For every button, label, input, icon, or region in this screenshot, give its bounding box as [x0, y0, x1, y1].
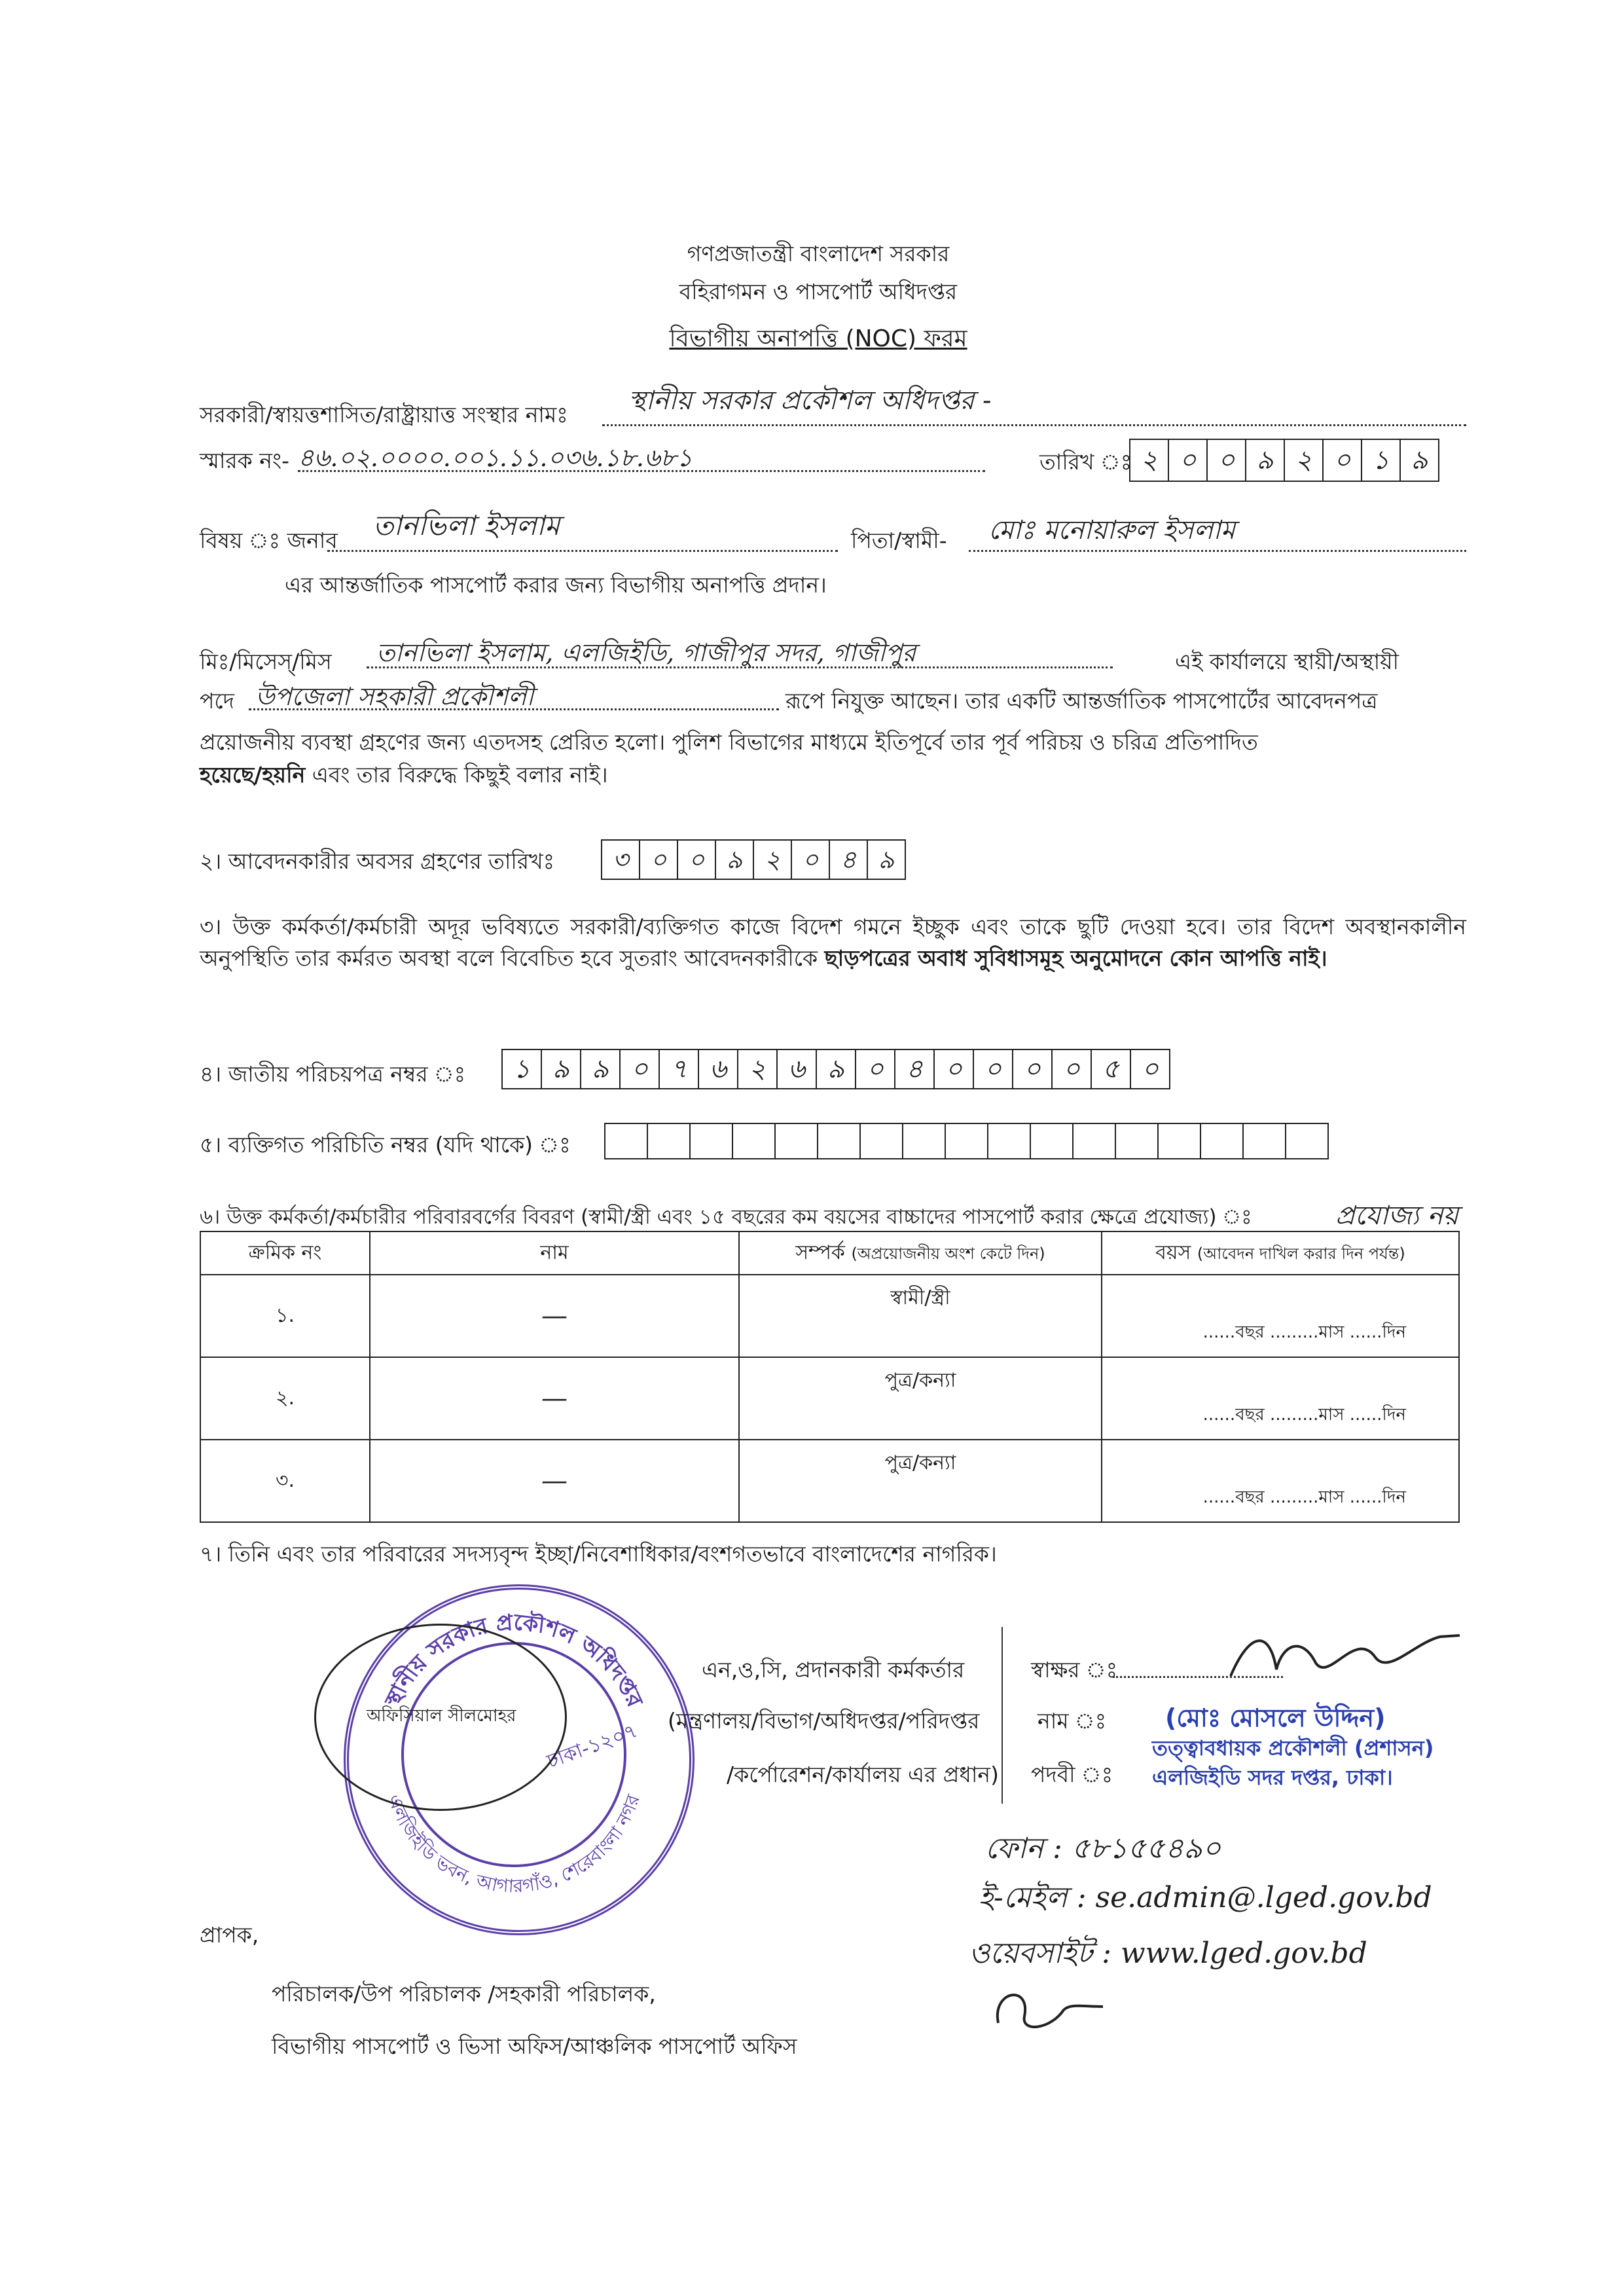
- initial-mark: [985, 1977, 1116, 2043]
- svg-text:এলজিইডি ভবন, আগারগাঁও, শেরেবাং: এলজিইডি ভবন, আগারগাঁও, শেরেবাংলা নগর: [383, 1791, 645, 1897]
- nid-digit-box: ০: [1053, 1050, 1092, 1088]
- retirement-digit-box: ০: [678, 841, 716, 879]
- col-age-note: (আবেদন দাখিল করার দিন পর্যন্ত): [1197, 1244, 1405, 1263]
- nid-label: ৪। জাতীয় পরিচয়পত্র নম্বর ঃ: [200, 1061, 466, 1087]
- para1-person-line: [367, 666, 1113, 668]
- date-label: তারিখ ঃ: [1039, 449, 1132, 475]
- date-digit-box: ০: [1208, 440, 1246, 481]
- applicant-line: [327, 550, 838, 552]
- col-serial: ক্রমিক নং: [200, 1231, 370, 1275]
- row-age: ......বছর .........মাস ......দিন: [1102, 1275, 1459, 1357]
- row-relation: পুত্র/কন্যা: [739, 1440, 1102, 1522]
- post-line: [249, 708, 779, 710]
- row-name: —: [370, 1275, 739, 1357]
- name-value: (মোঃ মোসলে উদ্দিন): [1165, 1704, 1386, 1732]
- memo-value: ৪৬.০২.০০০০.০০১.১১.০৩৬.১৮.৬৮১: [298, 443, 693, 472]
- recipient-line2: বিভাগীয় পাসপোর্ট ও ভিসা অফিস/আঞ্চলিক পাসপোর্ট অফিস: [272, 2033, 797, 2059]
- retirement-digit-box: ৯: [878, 845, 895, 874]
- col-relation-title: সম্পর্ক: [795, 1241, 845, 1264]
- pin-digit-box: [818, 1124, 861, 1158]
- citizenship-text: ৭। তিনি এবং তার পরিবারের সদস্যবৃন্দ ইচ্ছা/নিবেশাধিকার/বংশগতভাবে বাংলাদেশের নাগরিক।: [200, 1541, 997, 1567]
- item3-text: [200, 911, 1466, 974]
- pin-label: ৫। ব্যক্তিগত পরিচিতি নম্বর (যদি থাকে) ঃ: [200, 1132, 571, 1157]
- pin-digit-box: [1201, 1124, 1244, 1158]
- nid-digit-box: ০: [1013, 1050, 1053, 1088]
- designation-value1: তত্ত্বাবধায়ক প্রকৌশলী (প্রশাসন): [1152, 1736, 1434, 1760]
- signature-mark: [1224, 1617, 1473, 1696]
- pin-digit-box: [1159, 1124, 1201, 1158]
- row-serial: ৩.: [200, 1440, 370, 1522]
- org-label: সরকারী/স্বায়ত্তশাসিত/রাষ্ট্রায়াত্ত সংস্থার নামঃ: [200, 402, 568, 428]
- contact-email: ই-মেইল : se.admin@.lged.gov.bd: [979, 1881, 1432, 1914]
- nid-digit-box: ৪: [895, 1050, 935, 1088]
- nid-boxes: [501, 1049, 1170, 1089]
- recipient-label: প্রাপক,: [200, 1922, 259, 1948]
- contact-phone: ফোন : ৫৮১৫৫৪৯০: [985, 1832, 1221, 1865]
- pin-digit-box: [1116, 1124, 1159, 1158]
- pin-digit-box: [1031, 1124, 1074, 1158]
- character-status: হয়েছে/হয়নি: [200, 762, 306, 788]
- date-boxes: [1129, 439, 1439, 482]
- pin-digit-box: [733, 1124, 776, 1158]
- header-line2: বহিরাগমন ও পাসপোর্ট অধিদপ্তর: [679, 279, 958, 304]
- date-digit-box: ১: [1362, 440, 1401, 481]
- recipient-line1: পরিচালক/উপ পরিচালক /সহকারী পরিচালক,: [272, 1981, 656, 2007]
- pin-digit-box: [648, 1124, 691, 1158]
- para1-rest1: রূপে নিযুক্ত আছেন। তার একটি আন্তর্জাতিক পাসপোর্টের আবেদনপত্র: [785, 688, 1378, 714]
- signatory-line1: এন,ও,সি, প্রদানকারী কর্মকর্তার: [702, 1657, 965, 1683]
- father-line: [969, 550, 1466, 552]
- date-digit-box: ০: [1169, 440, 1208, 481]
- retirement-digit-box: ৪: [830, 841, 868, 879]
- nid-digit-box: ৫: [1092, 1050, 1131, 1088]
- retirement-digit-box: ৩: [602, 841, 640, 879]
- nid-digit-box: ০: [974, 1050, 1013, 1088]
- pin-digit-box: [1286, 1124, 1327, 1158]
- date-digit-box: ৯: [1246, 440, 1285, 481]
- para1-suffix: এই কার্যালয়ে স্থায়ী/অস্থায়ী: [1175, 649, 1399, 674]
- retirement-date-boxes: [601, 839, 906, 880]
- subject-label: বিষয় ঃ জনাব: [200, 528, 338, 553]
- pin-digit-box: [988, 1124, 1031, 1158]
- row-age: ......বছর .........মাস ......দিন: [1102, 1357, 1459, 1440]
- nid-digit-box: ০: [935, 1050, 974, 1088]
- org-value: স্থানীয় সরকার প্রকৌশল অধিদপ্তর -: [628, 386, 992, 416]
- retirement-digit-box: ২: [754, 841, 792, 879]
- designation-value2: এলজিইডি সদর দপ্তর, ঢাকা।: [1152, 1765, 1393, 1790]
- retirement-digit-box: ০: [792, 841, 830, 879]
- nid-digit-box: ৯: [581, 1050, 621, 1088]
- row-relation: পুত্র/কন্যা: [739, 1357, 1102, 1440]
- col-relation-note: (অপ্রয়োজনীয় অংশ কেটে দিন): [851, 1244, 1045, 1263]
- col-age: [1102, 1231, 1459, 1275]
- table-row: [200, 1275, 1459, 1357]
- para1-rest3: [200, 758, 608, 795]
- org-line: [602, 424, 1466, 426]
- pin-digit-box: [1074, 1124, 1116, 1158]
- form-title: বিভাগীয় অনাপত্তি (NOC) ফরম: [669, 325, 967, 352]
- col-age-title: বয়স: [1155, 1241, 1191, 1264]
- table-header-row: [200, 1231, 1459, 1275]
- contact-web: ওয়েবসাইট : www.lged.gov.bd: [969, 1937, 1367, 1970]
- row-name: —: [370, 1440, 739, 1522]
- nid-digit-box: ২: [738, 1050, 778, 1088]
- retirement-digit-box: ৯: [716, 841, 754, 879]
- date-digit-box: ২: [1130, 440, 1169, 481]
- retirement-label: ২। আবেদনকারীর অবসর গ্রহণের তারিখঃ: [200, 848, 555, 874]
- signatory-line3: /কর্পোরেশন/কার্যালয় এর প্রধান): [727, 1762, 999, 1787]
- pin-boxes: [604, 1123, 1329, 1159]
- nid-digit-box: ৭: [660, 1050, 699, 1088]
- nid-digit-box: ১: [503, 1050, 542, 1088]
- table-row: [200, 1440, 1459, 1522]
- memo-label: স্মারক নং-: [200, 448, 290, 473]
- row-age: ......বছর .........মাস ......দিন: [1102, 1440, 1459, 1522]
- designation-label: পদবী ঃ: [1031, 1762, 1113, 1787]
- pin-digit-box: [861, 1124, 903, 1158]
- para1-prefix: মিঃ/মিসেস্/মিস: [200, 649, 332, 674]
- para1-person: তানভিলা ইসলাম, এলজিইডি, গাজীপুর সদর, গাজীপুর: [376, 638, 916, 667]
- pin-digit-box: [903, 1124, 946, 1158]
- date-digit-box: ২: [1285, 440, 1324, 481]
- table-row: [200, 1357, 1459, 1440]
- retirement-digit-box: ০: [640, 841, 678, 879]
- nid-digit-box: ০: [621, 1050, 660, 1088]
- date-digit-box: ৯: [1411, 445, 1428, 475]
- nid-digit-box: ৯: [817, 1050, 856, 1088]
- col-relation: [739, 1231, 1102, 1275]
- row-name: —: [370, 1357, 739, 1440]
- date-digit-box: ০: [1324, 440, 1362, 481]
- row-serial: ১.: [200, 1275, 370, 1357]
- name-label: নাম ঃ: [1038, 1708, 1107, 1734]
- signatory-line2: (মন্ত্রণালয়/বিভাগ/অধিদপ্তর/পরিদপ্তর: [668, 1708, 980, 1734]
- family-table: [200, 1231, 1460, 1523]
- nid-digit-box: ০: [856, 1050, 895, 1088]
- nid-digit-box: ৬: [778, 1050, 817, 1088]
- father-label: পিতা/স্বামী-: [851, 528, 947, 553]
- memo-line: [298, 470, 985, 472]
- nid-digit-box: ৬: [699, 1050, 738, 1088]
- item3-body: ৩। উক্ত কর্মকর্তা/কর্মচারী অদূর ভবিষ্যতে সরকারী/ব্যক্তিগত কাজে বিদেশ গমনে ইচ্ছুক এবং তাকে ছুটি দেওয়া হবে। তার বিদেশ অবস্থানকালীন অনুপস্থিতি তার কর্মরত অবস্থা বলে বিবেচিত হবে সুতরাং আবেদনকারীকে: [200, 914, 1466, 971]
- pin-digit-box: [946, 1124, 988, 1158]
- pin-digit-box: [691, 1124, 733, 1158]
- signatory-divider: [1001, 1627, 1003, 1804]
- subject-purpose: এর আন্তর্জাতিক পাসপোর্ট করার জন্য বিভাগীয় অনাপত্তি প্রদান।: [285, 572, 827, 598]
- post-label: পদে: [200, 688, 234, 714]
- item3-bold: ছাড়পত্রের অবাধ সুবিধাসমূহ অনুমোদনে কোন আপত্তি নাই।: [824, 945, 1327, 971]
- para1-rest3-text: এবং তার বিরুদ্ধে কিছুই বলার নাই।: [305, 762, 608, 788]
- applicant-name: তানভিলা ইসলাম: [373, 509, 560, 541]
- pin-digit-box: [776, 1124, 818, 1158]
- header-line1: গণপ্রজাতন্ত্রী বাংলাদেশ সরকার: [687, 241, 950, 266]
- father-name: মোঃ মনোয়ারুল ইসলাম: [988, 515, 1236, 545]
- pin-digit-box: [605, 1124, 648, 1158]
- para1-rest2: প্রয়োজনীয় ব্যবস্থা গ্রহণের জন্য এতদসহ প্রেরিত হলো। পুলিশ বিভাগের মাধ্যমে ইতিপূর্বে তার পূর্ব পরিচয় ও চরিত্র প্রতিপাদিত: [200, 729, 1258, 755]
- seal-placeholder-label: অফিসিয়াল সীলমোহর: [367, 1706, 516, 1726]
- family-label: ৬। উক্ত কর্মকর্তা/কর্মচারীর পরিবারবর্গের বিবরণ (স্বামী/স্ত্রী এবং ১৫ বছরের কম বয়সের বাচ্চাদের পাসপোর্ট করার ক্ষেত্রে প্রযোজ্য) ঃ: [200, 1205, 1252, 1229]
- nid-digit-box: ০: [1141, 1054, 1159, 1084]
- row-relation: স্বামী/স্ত্রী: [739, 1275, 1102, 1357]
- col-name: নাম: [370, 1231, 739, 1275]
- svg-text:স্থানীয় সরকার প্রকৌশল অধিদপ্ত: স্থানীয় সরকার প্রকৌশল অধিদপ্তর: [380, 1609, 648, 1711]
- sign-label: স্বাক্ষর ঃ: [1031, 1657, 1118, 1683]
- pin-digit-box: [1244, 1124, 1286, 1158]
- nid-digit-box: ৯: [542, 1050, 581, 1088]
- family-note: প্রযোজ্য নয়: [1335, 1201, 1459, 1231]
- post-value: উপজেলা সহকারী প্রকৌশলী: [255, 682, 534, 711]
- seal-center: ঢাকা-১২০৭: [544, 1719, 641, 1774]
- row-serial: ২.: [200, 1357, 370, 1440]
